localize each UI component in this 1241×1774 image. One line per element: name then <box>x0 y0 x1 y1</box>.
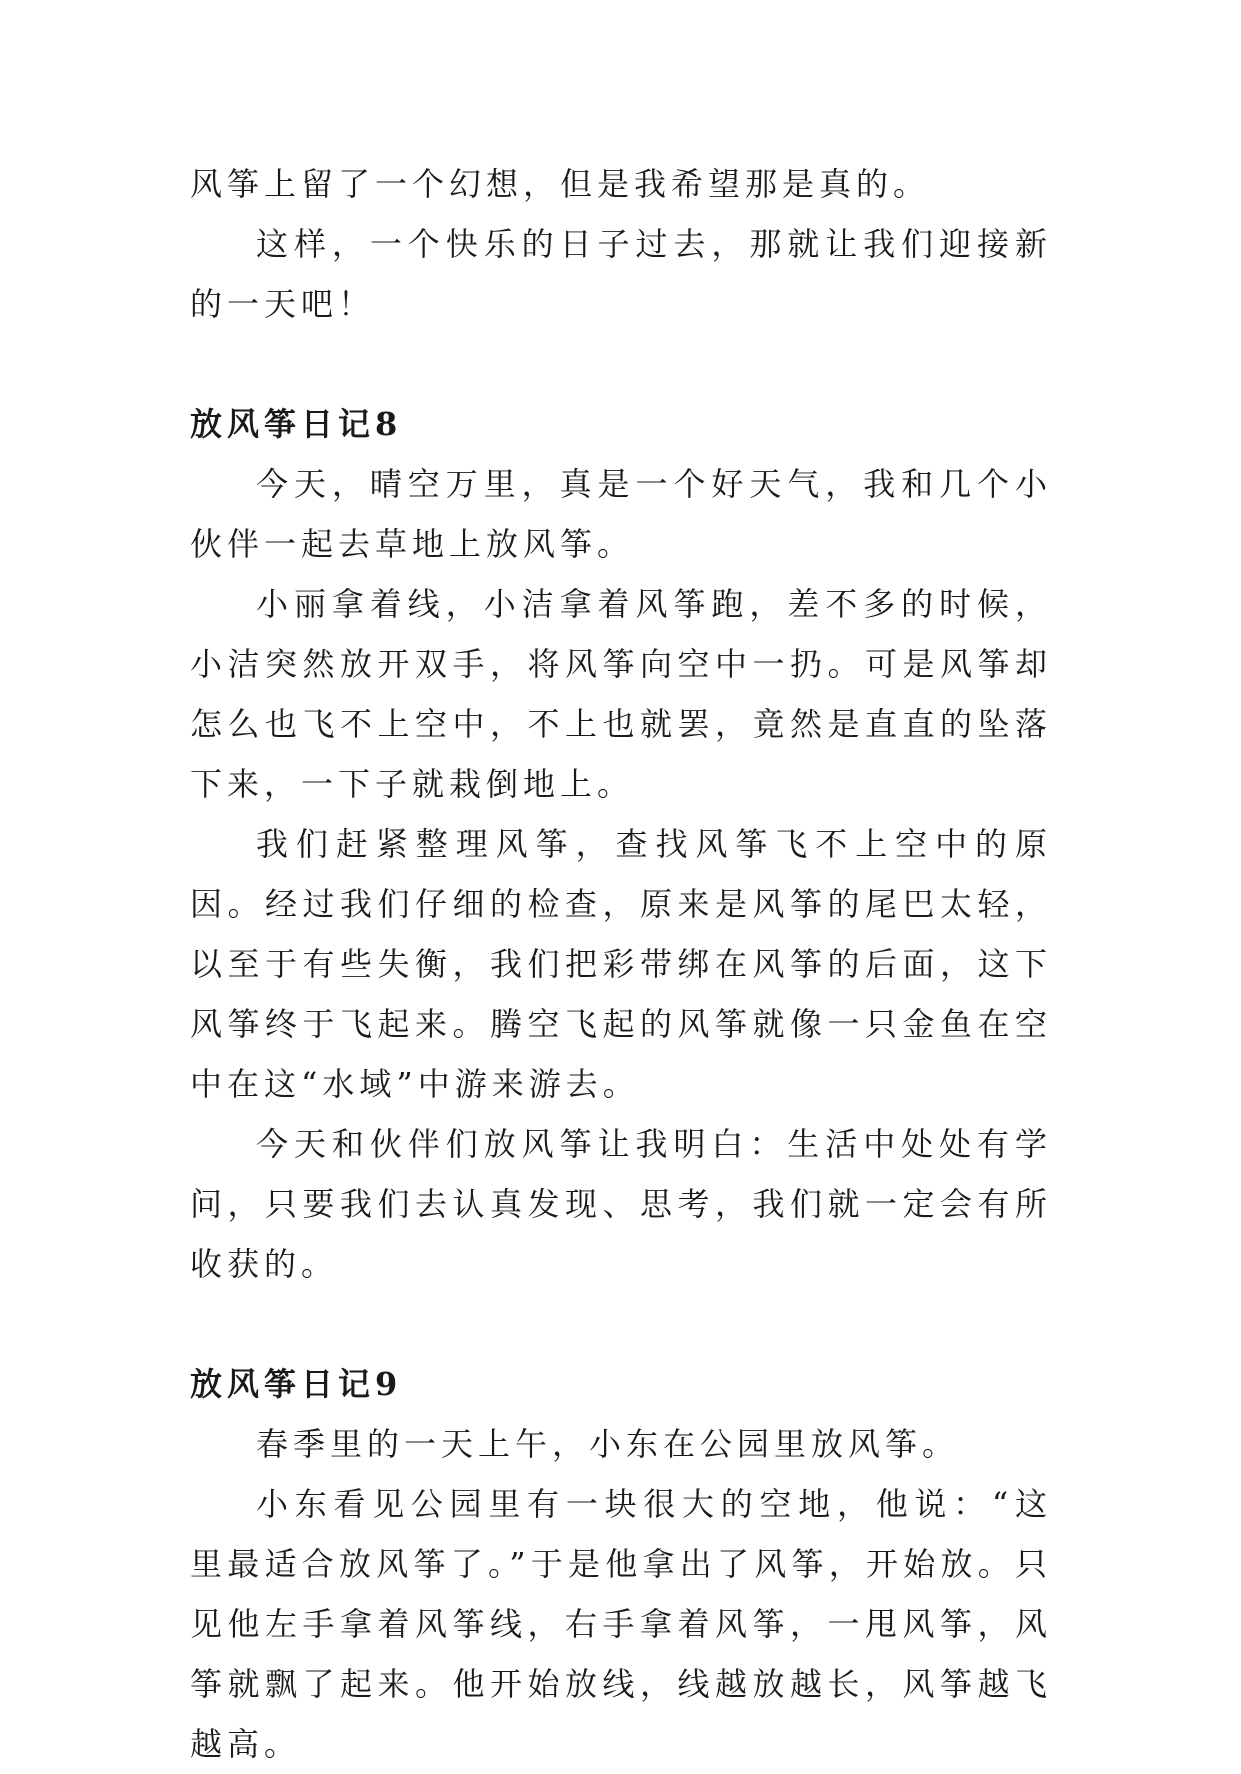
paragraph: 小东看见公园里有一块很大的空地，他说：“这里最适合放风筝了。”于是他拿出了风筝，开始放。只见他左手拿着风筝线，右手拿着风筝，一甩风筝，风筝就飘了起来。他开始放线，线越放越长，风筝越飞越高。 <box>190 1485 1052 1763</box>
paragraph: 小丽拿着线，小洁拿着风筝跑，差不多的时候，小洁突然放开双手，将风筝向空中一扔。可是风筝却怎么也飞不上空中，不上也就罢，竟然是直直的坠落下来，一下子就栽倒地上。 <box>190 585 1052 803</box>
document-body <box>190 154 1052 1774</box>
paragraph: 我们赶紧整理风筝，查找风筝飞不上空中的原因。经过我们仔细的检查，原来是风筝的尾巴太轻，以至于有些失衡，我们把彩带绑在风筝的后面，这下风筝终于飞起来。腾空飞起的风筝就像一只金鱼在空中在这“水域”中游来游去。 <box>190 825 1052 1103</box>
previous-diary-ending <box>190 154 1052 334</box>
paragraph: 今天和伙伴们放风筝让我明白：生活中处处有学问，只要我们去认真发现、思考，我们就一定会有所收获的。 <box>190 1125 1052 1283</box>
paragraph: 风筝上留了一个幻想，但是我希望那是真的。 <box>190 165 931 203</box>
section-gap <box>190 1294 1052 1354</box>
diary-title: 放风筝日记9 <box>190 1365 403 1403</box>
diary-title: 放风筝日记8 <box>190 405 403 443</box>
diary-entry-9 <box>190 1354 1052 1774</box>
diary-entry-8 <box>190 394 1052 1294</box>
paragraph: 春季里的一天上午，小东在公园里放风筝。 <box>256 1425 960 1463</box>
paragraph: 这样，一个快乐的日子过去，那就让我们迎接新的一天吧！ <box>190 225 1052 323</box>
paragraph: 今天，晴空万里，真是一个好天气，我和几个小伙伴一起去草地上放风筝。 <box>190 465 1052 563</box>
section-gap <box>190 334 1052 394</box>
